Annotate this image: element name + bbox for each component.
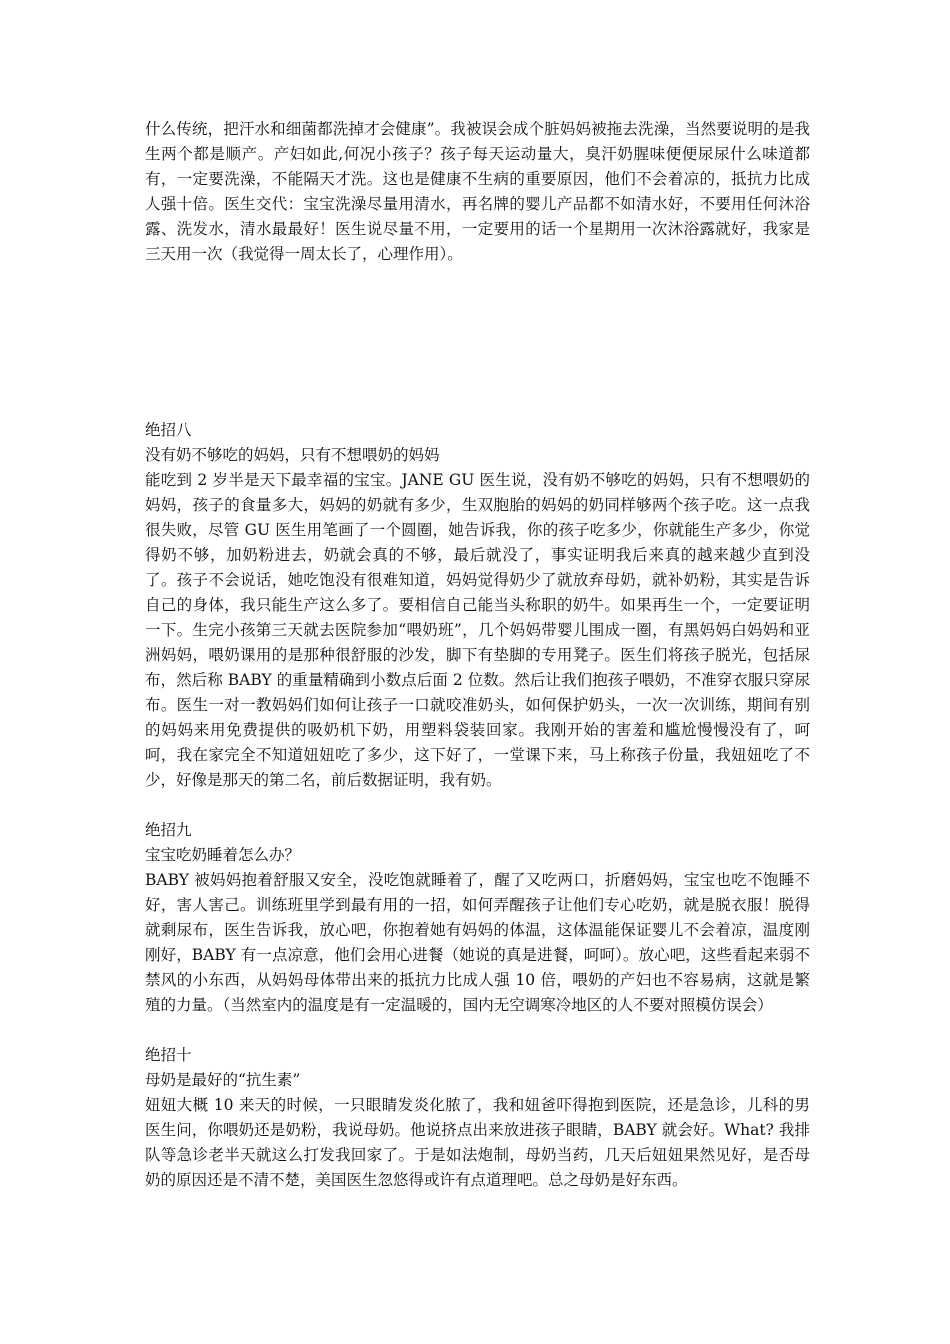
document-body <box>145 117 810 1193</box>
intro-paragraph: 什么传统，把汗水和细菌都洗掉才会健康”。我被误会成个脏妈妈被拖去洗澡，当然要说明的是我生两个都是顺产。产妇如此,何况小孩子？孩子每天运动量大，臭汗奶腥味便便尿尿什么味道都有，一定要洗澡，不能隔天才洗。这也是健康不生病的重要原因，他们不会着凉的，抵抗力比成人强十倍。医生交代：宝宝洗澡尽量用清水，再名牌的婴儿产品都不如清水好，不要用任何沐浴露、洗发水，清水最最好！医生说尽量不用，一定要用的话一个星期用一次沐浴露就好，我家是三天用一次（我觉得一周太长了，心理作用）。 <box>145 120 810 263</box>
section-subtitle: 宝宝吃奶睡着怎么办？ <box>145 846 301 864</box>
section-heading: 绝招八 <box>145 421 192 439</box>
section-eight <box>145 418 810 793</box>
section-subtitle: 母奶是最好的“抗生素” <box>145 1071 301 1089</box>
section-nine <box>145 818 810 1018</box>
section-body: BABY 被妈妈抱着舒服又安全，没吃饱就睡着了，醒了又吃两口，折磨妈妈，宝宝也吃不饱睡不好，害人害己。训练班里学到最有用的一招，如何弄醒孩子让他们专心吃奶，就是脱衣服！脱得就剩尿布，医生告诉我，放心吧，你抱着她有妈妈的体温，这体温能保证婴儿不会着凉，温度刚刚好，BABY 有一点凉意，他们会用心进餐（她说的真是进餐，呵呵）。放心吧，这些看起来弱不禁风的小东西，从妈妈母体带出来的抵抗力比成人强 10 倍，喂奶的产妇也不容易病，这就是繁殖的力量。（当然室内的温度是有一定温暖的，国内无空调寒冷地区的人不要对照模仿误会） <box>145 871 810 1014</box>
section-heading: 绝招十 <box>145 1046 192 1064</box>
section-subtitle: 没有奶不够吃的妈妈，只有不想喂奶的妈妈 <box>145 446 440 464</box>
section-gap <box>145 267 810 418</box>
section-body: 能吃到 2 岁半是天下最幸福的宝宝。JANE GU 医生说，没有奶不够吃的妈妈，只有不想喂奶的妈妈，孩子的食量多大，妈妈的奶就有多少，生双胞胎的妈妈的奶同样够两个孩子吃。这一点我很失败，尽管 GU 医生用笔画了一个圆圈，她告诉我，你的孩子吃多少，你就能生产多少，你觉得奶不够，加奶粉进去，奶就会真的不够，最后就没了，事实证明我后来真的越来越少直到没了。孩子不会说话，她吃饱没有很难知道，妈妈觉得奶少了就放弃母奶，就补奶粉，其实是告诉自己的身体，我只能生产这么多了。要相信自己能当头称职的奶牛。如果再生一个，一定要证明一下。生完小孩第三天就去医院参加“喂奶班”，几个妈妈带婴儿围成一圈，有黑妈妈白妈妈和亚洲妈妈，喂奶课用的是那种很舒服的沙发，脚下有垫脚的专用凳子。医生们将孩子脱光，包括尿布，然后称 BABY 的重量精确到小数点后面 2 位数。然后让我们抱孩子喂奶，不准穿衣服只穿尿布。医生一对一教妈妈们如何让孩子一口就咬准奶头，如何保护奶头，一次一次训练，期间有别的妈妈来用免费提供的吸奶机下奶，用塑料袋装回家。我刚开始的害羞和尴尬慢慢没有了，呵呵，我在家完全不知道妞妞吃了多少，这下好了，一堂课下来，马上称孩子份量，我妞妞吃了不少，好像是那天的第二名，前后数据证明，我有奶。 <box>145 471 810 789</box>
section-heading: 绝招九 <box>145 821 192 839</box>
section-body: 妞妞大概 10 来天的时候，一只眼睛发炎化脓了，我和妞爸吓得抱到医院，还是急诊，儿科的男医生问，你喂奶还是奶粉，我说母奶。他说挤点出来放进孩子眼睛，BABY 就会好。What? 我排队等急诊老半天就这么打发我回家了。于是如法炮制，母奶当药，几天后妞妞果然见好，是否母奶的原因还是不清不楚，美国医生忽悠得或许有点道理吧。总之母奶是好东西。 <box>145 1096 810 1189</box>
section-gap <box>145 793 810 818</box>
section-ten <box>145 1043 810 1193</box>
section-gap <box>145 1018 810 1043</box>
